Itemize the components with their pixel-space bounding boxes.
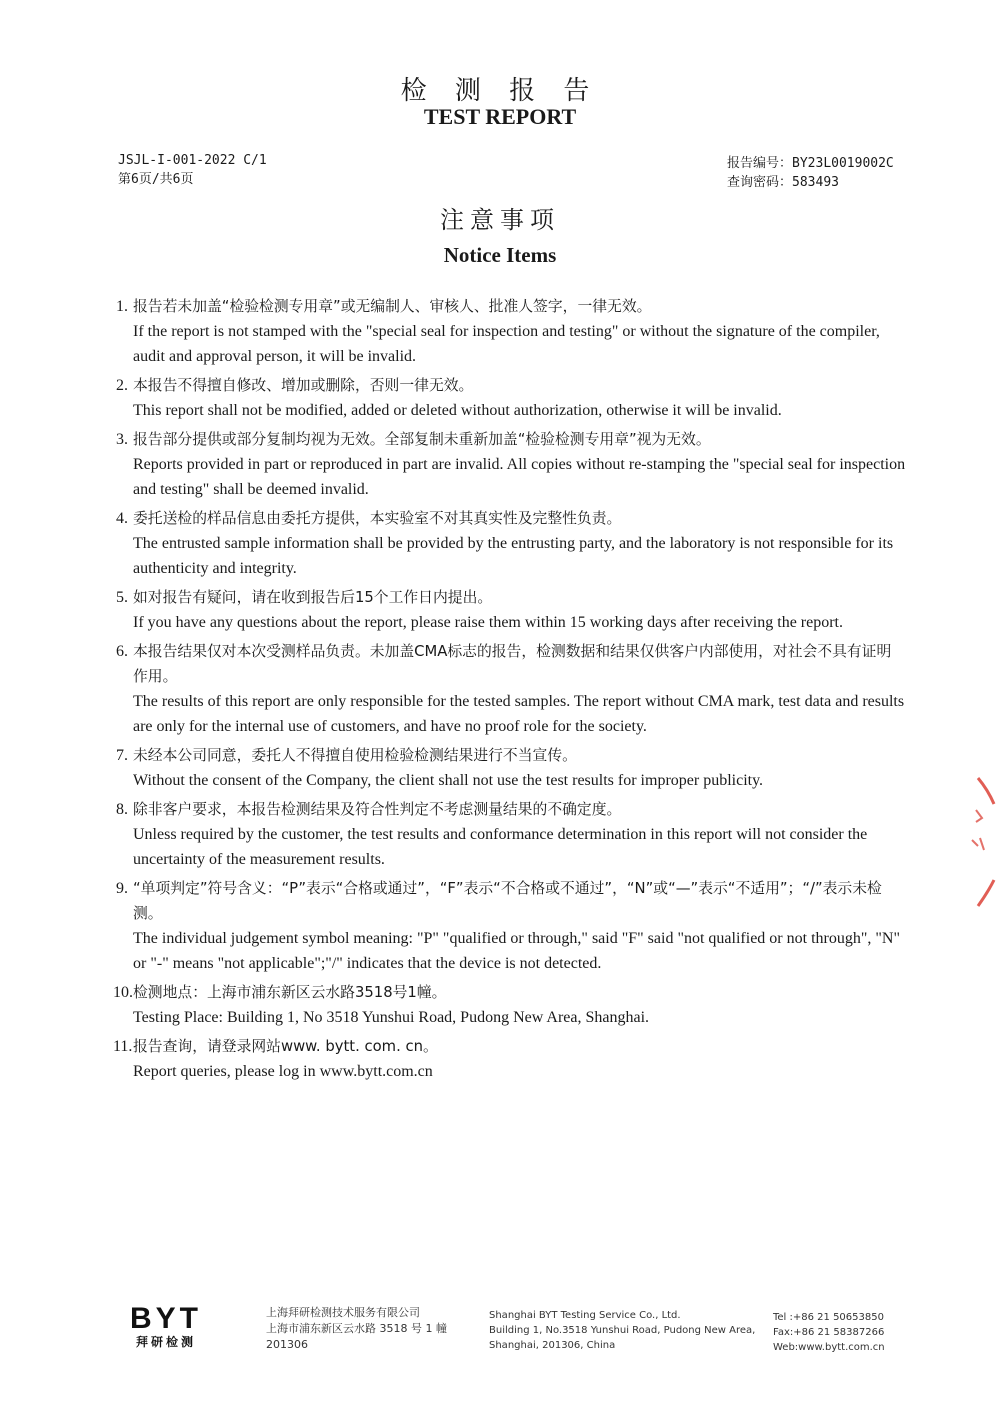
report-title-en: TEST REPORT <box>423 104 577 129</box>
notice-item <box>116 797 906 872</box>
company-address-cn: 上海市浦东新区云水路 3518 号 1 幢 <box>266 1322 447 1335</box>
notice-number: 1. <box>116 298 128 315</box>
notice-text-cn: 除非客户要求，本报告检测结果及符合性判定不考虑测量结果的不确定度。 <box>133 801 622 818</box>
query-code-label: 查询密码： <box>727 175 793 190</box>
notice-text-cn: 本报告不得擅自修改、增加或删除，否则一律无效。 <box>133 377 474 394</box>
notice-text-en: The results of this report are only responsible for the tested samples. The report without CMA mark, test data and results are only for the internal use of customers, and have no proof role for the society. <box>133 693 905 735</box>
notice-text-cn: 报告若未加盖“检验检测专用章”或无编制人、审核人、批准人签字，一律无效。 <box>133 298 652 315</box>
notice-number: 7. <box>116 747 128 764</box>
notice-text-cn: 报告部分提供或部分复制均视为无效。全部复制未重新加盖“检验检测专用章”视为无效。 <box>133 431 711 448</box>
notice-item <box>116 639 906 739</box>
company-name-en: Shanghai BYT Testing Service Co., Ltd. <box>489 1310 681 1321</box>
notice-text-en: Report queries, please log in www.bytt.com.cn <box>133 1063 433 1080</box>
notice-text-en: This report shall not be modified, added or deleted without authorization, otherwise it will be invalid. <box>133 402 782 419</box>
section-title-cn: 注意事项 <box>440 206 560 234</box>
query-code <box>727 173 894 192</box>
notice-number: 2. <box>116 377 128 394</box>
notice-number: 3. <box>116 431 128 448</box>
notice-text-cn: 检测地点：上海市浦东新区云水路3518号1幢。 <box>133 984 447 1001</box>
notice-text-en: If the report is not stamped with the "special seal for inspection and testing" or without the signature of the compiler, audit and approval person, it will be invalid. <box>133 323 880 365</box>
notice-item <box>116 373 906 423</box>
report-number <box>727 154 894 173</box>
notice-number: 8. <box>116 801 128 818</box>
notice-item <box>116 506 906 581</box>
notice-item <box>116 294 906 369</box>
notice-text-cn: “单项判定”符号含义：“P”表示“合格或通过”，“F”表示“不合格或不通过”，“N”或“—”表示“不适用”；“/”表示未检测。 <box>133 880 882 922</box>
doc-meta-left <box>118 151 267 189</box>
report-number-value: BY23L0019002C <box>792 156 894 171</box>
company-postcode: 201306 <box>266 1338 308 1351</box>
report-number-label: 报告编号： <box>727 156 793 171</box>
logo-subtext: 拜研检测 <box>135 1335 197 1349</box>
notice-item <box>113 980 906 1030</box>
notice-item <box>116 585 906 635</box>
notice-text-en: The entrusted sample information shall be provided by the entrusting party, and the laboratory is not responsible for its authenticity and integrity. <box>133 535 894 577</box>
company-address-en-2: Shanghai, 201306, China <box>489 1340 616 1351</box>
byt-logo-icon <box>116 1298 216 1352</box>
notice-number: 11. <box>113 1038 133 1055</box>
notice-text-cn: 未经本公司同意，委托人不得擅自使用检验检测结果进行不当宣传。 <box>133 747 577 764</box>
company-address-en-1: Building 1, No.3518 Yunshui Road, Pudong New Area, <box>489 1325 756 1336</box>
notice-text-en: Unless required by the customer, the test results and conformance determination in this report will not consider the uncertainty of the measurement results. <box>133 826 868 868</box>
notice-text-cn: 委托送检的样品信息由委托方提供，本实验室不对其真实性及完整性负责。 <box>133 510 622 527</box>
notice-item <box>113 1034 906 1084</box>
notice-text-en: Without the consent of the Company, the client shall not use the test results for improper publicity. <box>133 772 764 789</box>
footer-company-en <box>489 1308 755 1353</box>
notice-number: 9. <box>116 880 128 897</box>
notice-number: 5. <box>116 589 128 606</box>
notice-text-en: If you have any questions about the report, please raise them within 15 working days after receiving the report. <box>133 614 843 631</box>
contact-tel: Tel :+86 21 50653850 <box>773 1312 884 1323</box>
notice-item <box>116 743 906 793</box>
notice-text-en: The individual judgement symbol meaning: "P" "qualified or through," said "F" said "not qualified or not through", "N" or "-" means "not applicable";"/" indicates that the device is not detected. <box>133 930 900 972</box>
doc-code: JSJL-I-001-2022 C/1 <box>118 153 267 168</box>
section-title-en: Notice Items <box>443 243 557 267</box>
notice-number: 4. <box>116 510 128 527</box>
notice-list <box>113 294 906 1084</box>
seal-edge-icon <box>958 770 1000 920</box>
notice-item <box>116 876 906 976</box>
logo-text: BYT <box>130 1302 202 1335</box>
notice-number: 6. <box>116 643 128 660</box>
page-info: 第6页/共6页 <box>118 172 194 187</box>
notice-number: 10. <box>113 984 133 1001</box>
report-title-cn: 检 测 报 告 <box>400 76 600 106</box>
notice-text-en: Reports provided in part or reproduced in part are invalid. All copies without re-stamping the "special seal for inspection and testing" shall be deemed invalid. <box>133 456 906 498</box>
footer-contact <box>773 1310 885 1355</box>
contact-fax: Fax:+86 21 58387266 <box>773 1327 885 1338</box>
notice-text-cn: 报告查询，请登录网站www. bytt. com. cn。 <box>133 1038 438 1055</box>
company-name-cn: 上海拜研检测技术服务有限公司 <box>266 1306 420 1319</box>
notice-text-cn: 本报告结果仅对本次受测样品负责。未加盖CMA标志的报告，检测数据和结果仅供客户内部使用，对社会不具有证明作用。 <box>133 643 892 685</box>
notice-text-en: Testing Place: Building 1, No 3518 Yunshui Road, Pudong New Area, Shanghai. <box>133 1009 650 1026</box>
query-code-value: 583493 <box>792 175 839 190</box>
notice-item <box>116 427 906 502</box>
footer-company-cn <box>266 1305 447 1353</box>
contact-web: Web:www.bytt.com.cn <box>773 1342 885 1353</box>
notice-text-cn: 如对报告有疑问，请在收到报告后15个工作日内提出。 <box>133 589 493 606</box>
doc-meta-right <box>727 154 894 192</box>
